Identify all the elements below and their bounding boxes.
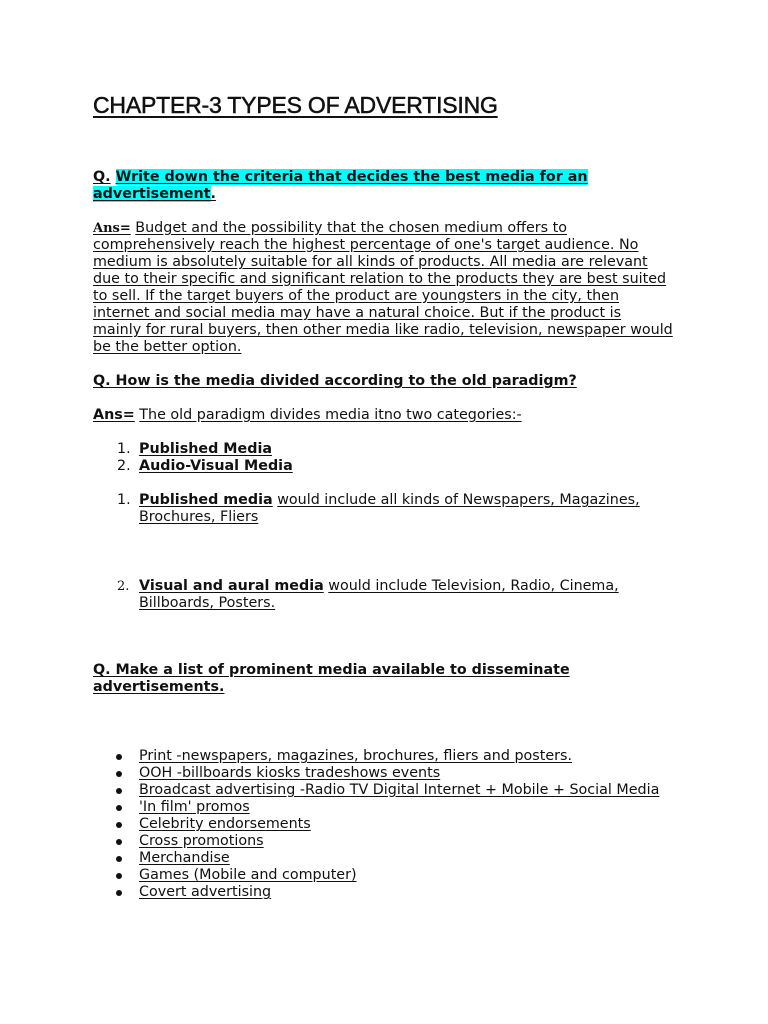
list-number: 1. (117, 441, 131, 457)
list-item (93, 578, 673, 612)
list-item (93, 441, 673, 458)
list-item (93, 765, 673, 782)
detail-text: would include all kinds of Newspapers, Magazines, Brochures, Fliers (139, 492, 640, 525)
list-item (93, 782, 673, 799)
bullet-icon (116, 822, 122, 828)
question-1-end: . (210, 186, 216, 202)
media-item: Games (Mobile and computer) (139, 867, 357, 883)
answer-1 (93, 220, 673, 356)
media-item: Covert advertising (139, 884, 272, 900)
detail-bold: Visual and aural media (139, 578, 324, 594)
category-label: Published Media (139, 441, 272, 457)
bullet-icon (116, 856, 122, 862)
media-item: Cross promotions (139, 833, 264, 849)
list-number: 1. (117, 492, 131, 508)
media-categories-list (93, 441, 673, 475)
detail-text: would include Television, Radio, Cinema, Billboards, Posters. (139, 578, 619, 611)
bullet-icon (116, 873, 122, 879)
bullet-icon (116, 890, 122, 896)
list-item (93, 850, 673, 867)
bullet-icon (116, 771, 122, 777)
list-number: 2. (117, 458, 131, 474)
answer-2-text: The old paradigm divides media itno two categories:- (139, 407, 522, 423)
answer-1-label: Ans= (93, 221, 131, 236)
question-1 (93, 169, 673, 203)
list-item (93, 492, 673, 526)
question-1-prefix: Q. (93, 169, 111, 185)
question-3 (93, 662, 673, 696)
page-title: CHAPTER-3 TYPES OF ADVERTISING (93, 92, 498, 118)
media-list (93, 748, 673, 901)
detail-bold: Published media (139, 492, 273, 508)
list-item (93, 458, 673, 475)
category-label: Audio-Visual Media (139, 458, 293, 474)
bullet-icon (116, 754, 122, 760)
bullet-icon (116, 788, 122, 794)
list-item (93, 799, 673, 816)
list-item (93, 816, 673, 833)
list-number: 2. (117, 579, 130, 594)
answer-2 (93, 407, 673, 424)
question-2 (93, 373, 673, 390)
media-item: Merchandise (139, 850, 230, 866)
media-detail-list-1 (93, 492, 673, 526)
answer-2-label: Ans= (93, 407, 135, 423)
media-detail-list-2 (93, 578, 673, 612)
list-item (93, 748, 673, 765)
list-item (93, 884, 673, 901)
media-item: 'In film' promos (139, 799, 250, 815)
question-2-text: Q. How is the media divided according to the old paradigm? (93, 373, 577, 389)
answer-1-text: Budget and the possibility that the chosen medium offers to comprehensively reach the highest percentage of one's target audience. No medium is absolutely suitable for all kinds of products. All media are relevant due to their specific and significant relation to the products they are best suited to sell. If the target buyers of the product are youngsters in the city, then internet and social media may have a natural choice. But if the product is mainly for rural buyers, then other media like radio, television, newspaper would be the better option. (93, 220, 673, 355)
media-item: Celebrity endorsements (139, 816, 311, 832)
question-1-text: Write down the criteria that decides the best media for an advertisement (93, 169, 588, 202)
question-3-text: Q. Make a list of prominent media available to disseminate advertisements. (93, 662, 570, 695)
media-item: OOH -billboards kiosks tradeshows events (139, 765, 441, 781)
bullet-icon (116, 805, 122, 811)
bullet-icon (116, 839, 122, 845)
list-item (93, 833, 673, 850)
list-item (93, 867, 673, 884)
media-item: Broadcast advertising -Radio TV Digital Internet + Mobile + Social Media (139, 782, 660, 798)
media-item: Print -newspapers, magazines, brochures, fliers and posters. (139, 748, 573, 764)
